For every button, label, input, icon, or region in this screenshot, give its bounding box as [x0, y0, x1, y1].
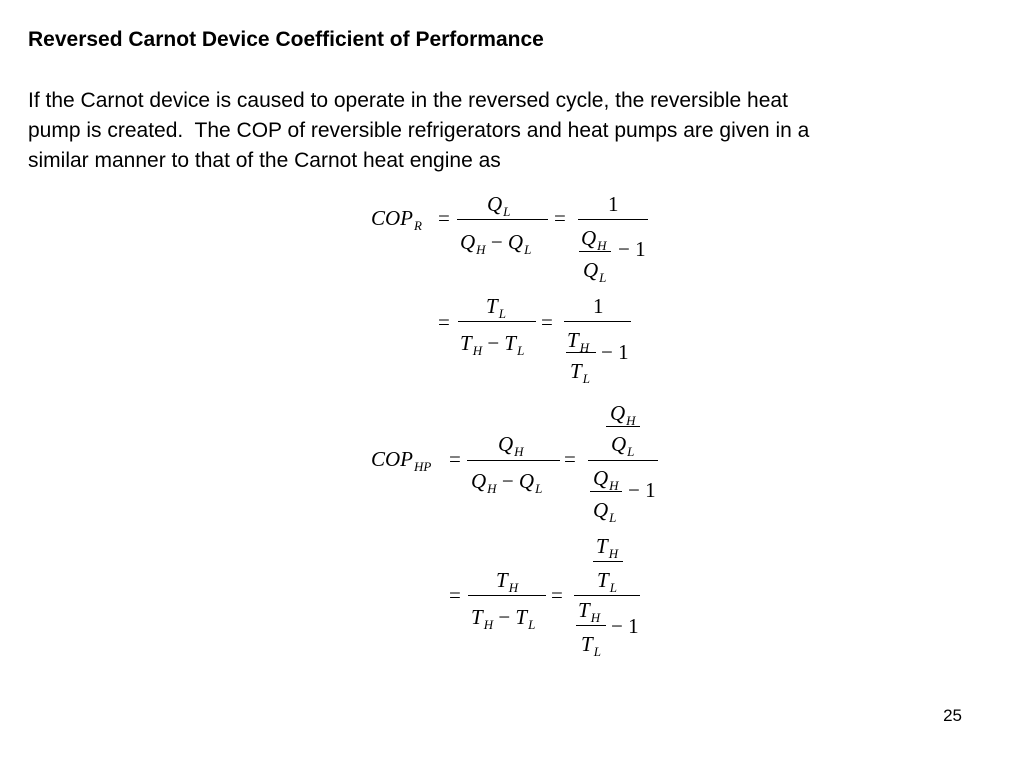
inner-fraction-bar	[566, 352, 596, 353]
inner-fraction-bar	[590, 491, 622, 492]
fraction-bar	[457, 219, 548, 220]
equals-sign: =	[541, 310, 553, 334]
cop-hp-label: $COP_{HP}$	[371, 447, 432, 474]
top-fraction-bar	[593, 561, 623, 562]
top-numerator-qh: $Q_H$	[610, 401, 636, 428]
equals-sign: =	[554, 206, 566, 230]
numerator-th: $T_H$	[496, 568, 519, 595]
inner-fraction-bar	[579, 251, 611, 252]
minus-one: − 1	[618, 237, 646, 261]
intro-paragraph	[28, 86, 1003, 176]
cop-r-label: $COP_R$	[371, 206, 422, 233]
equals-sign: =	[449, 583, 461, 607]
fraction-bar	[468, 595, 546, 596]
inner-fraction-bar	[576, 625, 606, 626]
numerator-one: 1	[593, 294, 604, 318]
intro-line-2: pump is created. The COP of reversible refrigerators and heat pumps are given in a	[28, 119, 810, 142]
fraction-bar	[574, 595, 640, 596]
inner-numerator-th: $T_H$	[578, 598, 601, 625]
equals-sign: =	[564, 447, 576, 471]
fraction-bar	[467, 460, 560, 461]
top-fraction-bar	[606, 426, 640, 427]
numerator-tl: $T_L$	[486, 294, 506, 321]
intro-line-3: similar manner to that of the Carnot heat engine as	[28, 149, 501, 172]
fraction-bar	[564, 321, 631, 322]
numerator-qh: $Q_H$	[498, 432, 524, 459]
intro-line-1: If the Carnot device is caused to operate in the reversed cycle, the reversible heat	[28, 89, 788, 112]
numerator-one: 1	[608, 192, 619, 216]
inner-denominator-ql: $Q_L$	[593, 498, 617, 525]
slide-title: Reversed Carnot Device Coefficient of Performance	[28, 28, 544, 51]
inner-denominator-tl: $T_L$	[570, 359, 590, 386]
inner-numerator-qh: $Q_H$	[593, 466, 619, 493]
top-denominator-tl: $T_L$	[597, 568, 617, 595]
fraction-bar	[588, 460, 658, 461]
numerator-ql: $Q_L$	[487, 192, 511, 219]
minus-one: − 1	[628, 478, 656, 502]
denominator-th-minus-tl: $T_H - T_L$	[460, 331, 525, 358]
equals-sign: =	[449, 447, 461, 471]
equals-sign: =	[551, 583, 563, 607]
fraction-bar	[458, 321, 536, 322]
inner-numerator-th: $T_H$	[567, 328, 590, 355]
top-numerator-th: $T_H$	[596, 534, 619, 561]
minus-one: − 1	[611, 614, 639, 638]
denominator-th-minus-tl: $T_H - T_L$	[471, 605, 536, 632]
minus-one: − 1	[601, 340, 629, 364]
fraction-bar	[578, 219, 648, 220]
page-number: 25	[943, 706, 962, 725]
inner-denominator-tl: $T_L$	[581, 632, 601, 659]
equals-sign: =	[438, 310, 450, 334]
equals-sign: =	[438, 206, 450, 230]
inner-numerator-qh: $Q_H$	[581, 226, 607, 253]
denominator-qh-minus-ql: $Q_H - Q_L$	[471, 469, 543, 496]
top-denominator-ql: $Q_L$	[611, 432, 635, 459]
denominator-qh-minus-ql: $Q_H - Q_L$	[460, 230, 532, 257]
inner-denominator-ql: $Q_L$	[583, 258, 607, 285]
